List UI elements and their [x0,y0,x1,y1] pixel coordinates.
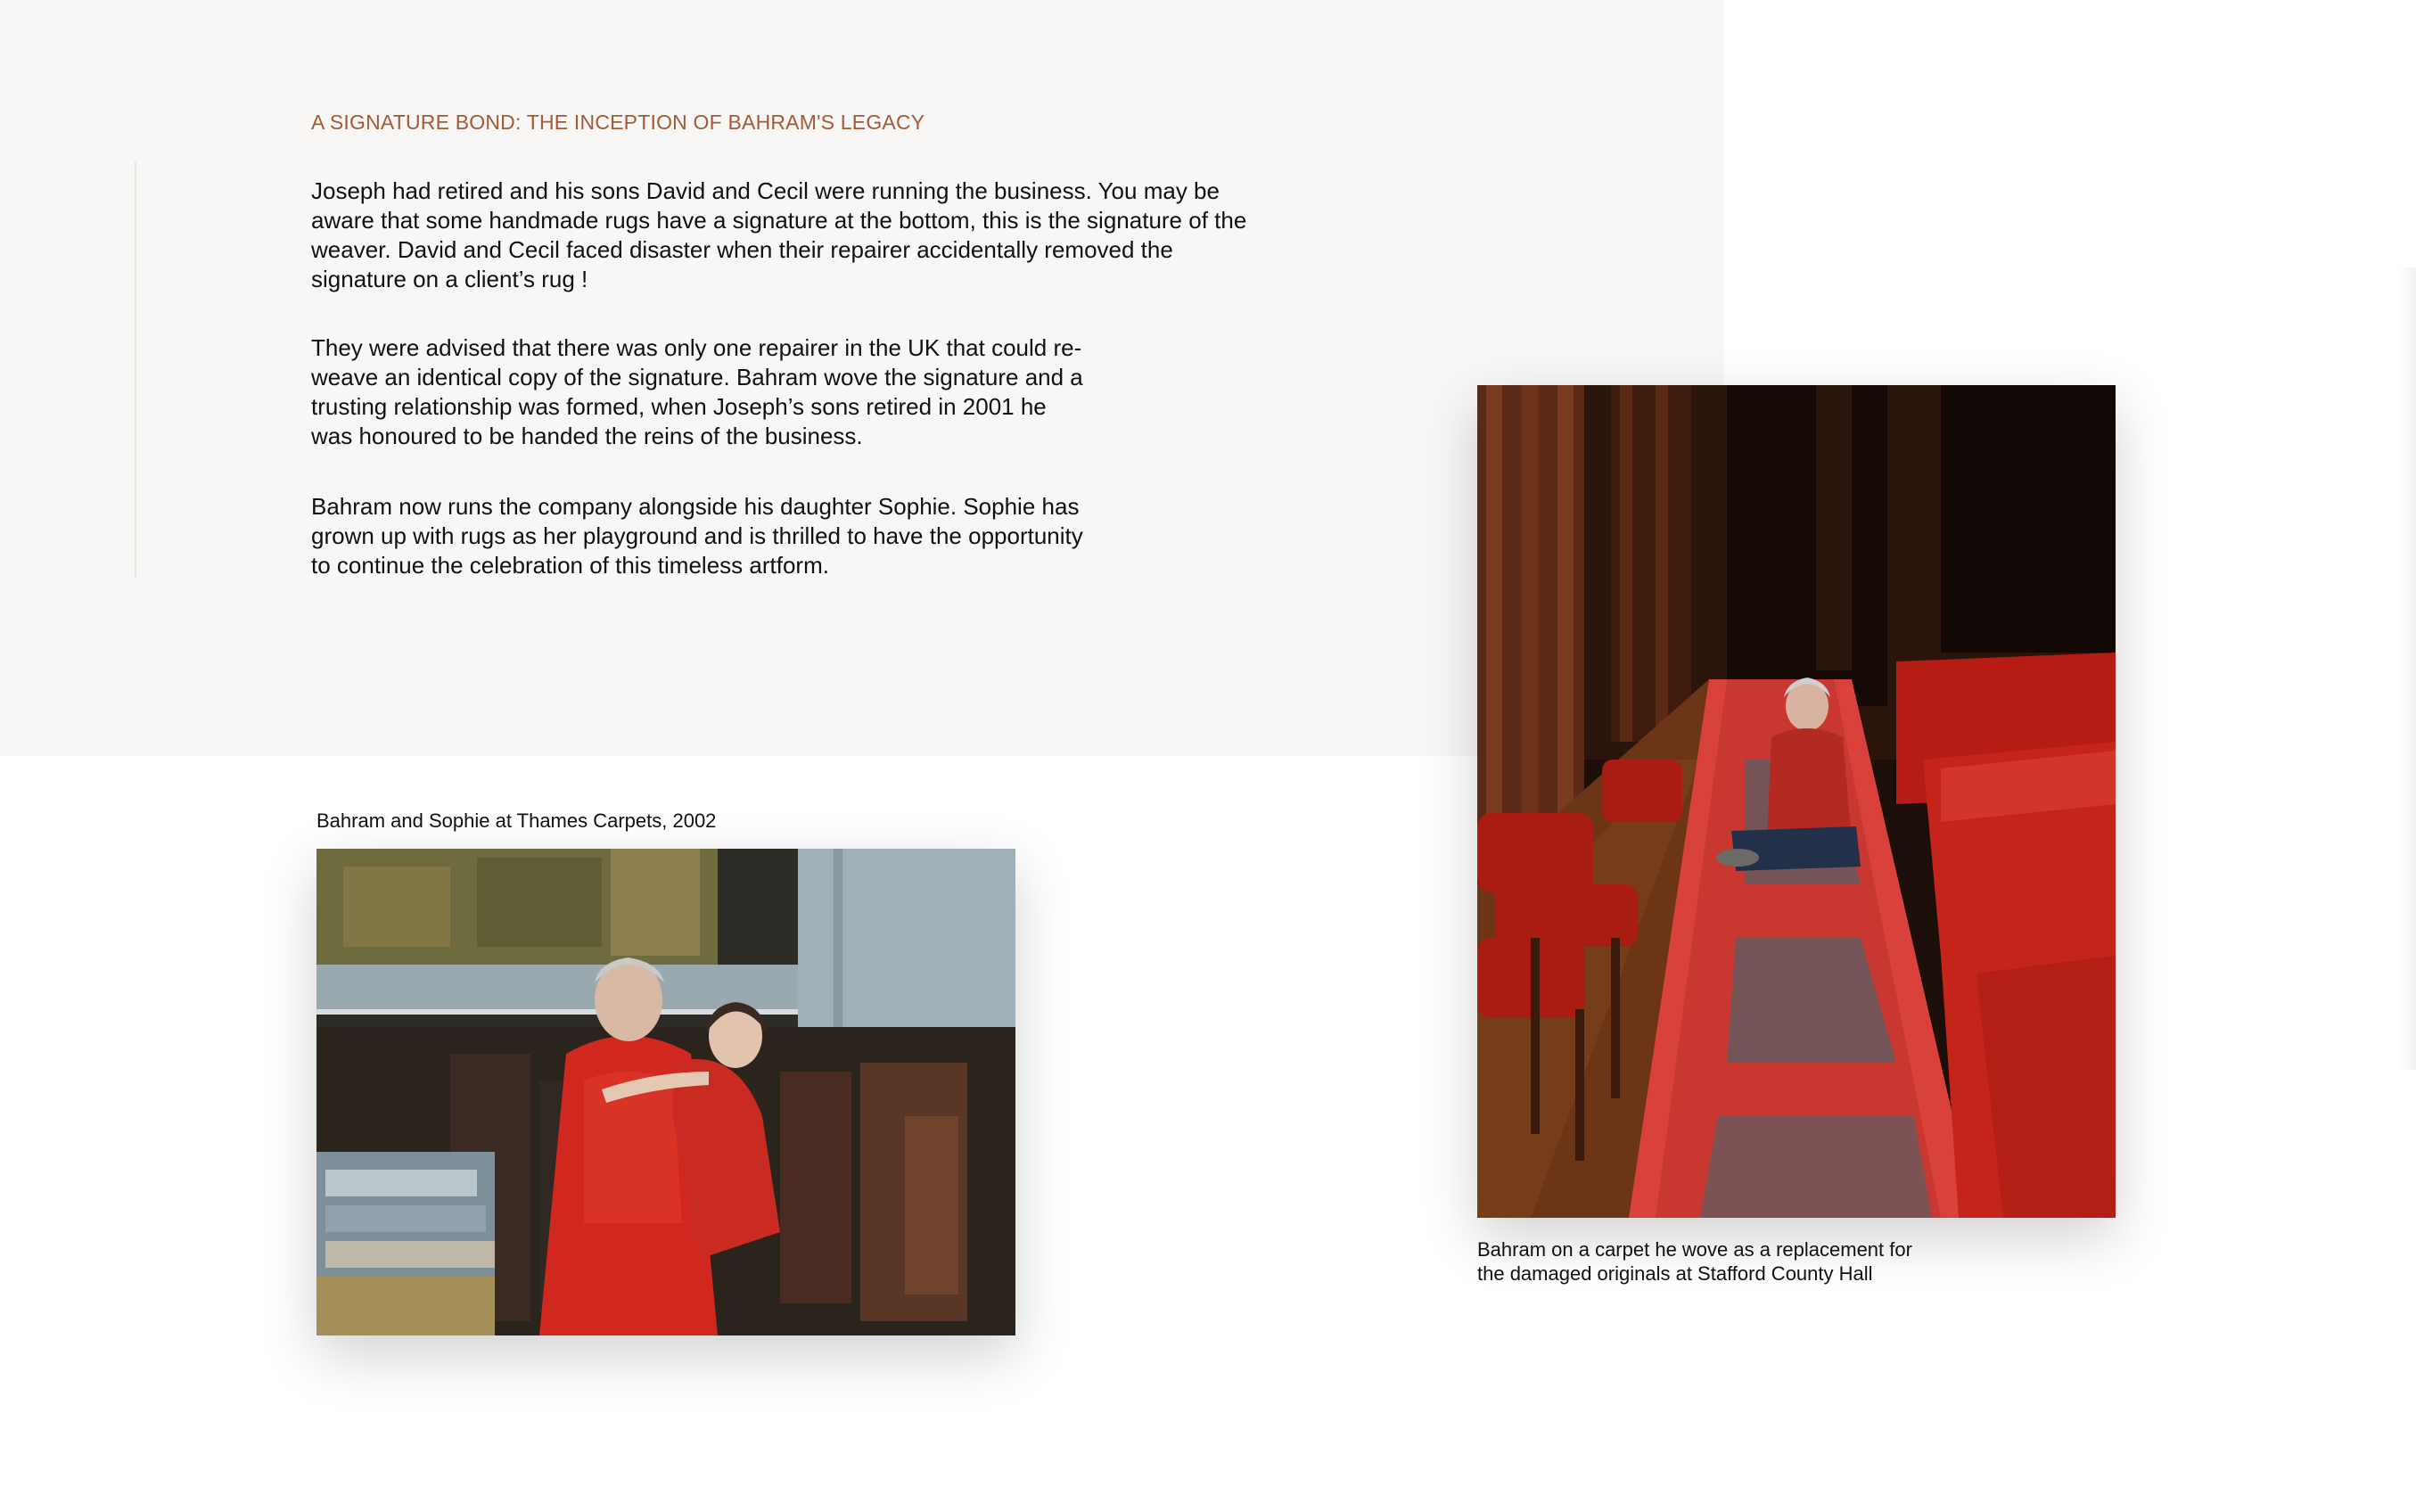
story-paragraph-2: They were advised that there was only one repairer in the UK that could re-weave an identical copy of the signature. Bahram wove the signature and a trusting relationship was formed, when Joseph’s sons retired in 2001 he was honoured to be handed the reins of the business. [311,334,1083,449]
section-heading: A SIGNATURE BOND: THE INCEPTION OF BAHRAM'S LEGACY [311,111,925,134]
story-paragraph-1: Joseph had retired and his sons David and Cecil were running the business. You may be aware that some handmade rugs have a signature at the bottom, this is the signature of the weaver. David and Cecil faced disaster when their repairer accidentally removed the signature on a client’s rug ! [311,177,1247,292]
right-edge-shadow [2398,267,2416,1070]
photo-bahram-on-carpet [1477,385,2116,1218]
story-paragraph-3: Bahram now runs the company alongside his daughter Sophie. Sophie has grown up with rugs as her playground and is thrilled to have the opportunity to continue the celebration of this timeless artform. [311,493,1083,579]
photo-bahram-and-sophie [316,849,1015,1335]
photo-caption-bahram-carpet: Bahram on a carpet he wove as a replacement for the damaged originals at Stafford County Hall [1477,1238,1912,1285]
photo-caption-bahram-sophie: Bahram and Sophie at Thames Carpets, 2002 [316,809,717,832]
left-divider-line [135,160,136,578]
photo-bahram-on-carpet-illustration [1477,385,2116,1218]
photo-bahram-and-sophie-illustration [316,849,1015,1335]
